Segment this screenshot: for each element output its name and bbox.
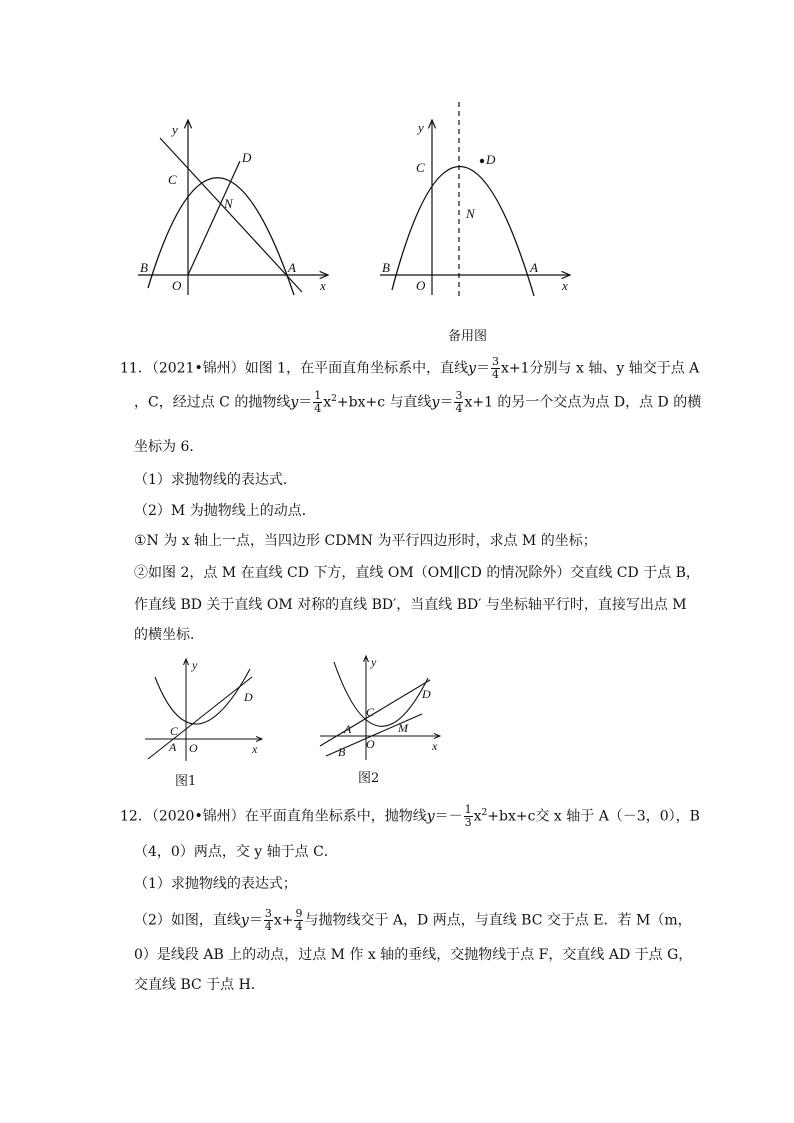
label-a: A xyxy=(169,740,177,754)
p11-q2-2a: ②如图 2，点 M 在直线 CD 下方，直线 OM（OM∥CD 的情况除外）交直线 CD 于点 B， xyxy=(134,565,700,581)
label-d: D xyxy=(244,690,253,704)
p12-eq: ＝ xyxy=(248,912,263,929)
frac-num: 3 xyxy=(455,389,463,403)
p12-q2-mid: x+ xyxy=(273,912,294,929)
label-d: D xyxy=(242,150,252,165)
p11-sup: 2 xyxy=(331,394,337,404)
frac-num: 3 xyxy=(264,907,272,920)
label-y: y xyxy=(172,122,178,137)
p11-eq: ＝ xyxy=(439,394,454,411)
frac-den: 4 xyxy=(314,402,322,416)
figure-2-caption: 图2 xyxy=(358,771,380,786)
p12-line1 xyxy=(120,804,700,829)
p12-fraction xyxy=(464,804,473,829)
label-m: M xyxy=(398,721,408,735)
p11-eq: ＝ xyxy=(298,394,313,411)
p12-q2 xyxy=(134,908,692,933)
p12-fraction-2 xyxy=(294,908,303,933)
label-c: C xyxy=(366,705,375,719)
p12-q2-line3: 交直线 BC 于点 H． xyxy=(134,977,265,993)
p12-q2-text-b: 与抛物线交于 A，D 两点，与直线 BC 交于点 E．若 M（m， xyxy=(304,912,692,929)
p11-q2-2c: 的横坐标． xyxy=(134,627,204,643)
point-d xyxy=(480,159,484,163)
figure-1 xyxy=(140,655,270,765)
p11-number: 11． xyxy=(120,360,152,377)
p11-y: y xyxy=(290,394,299,411)
figure-caption-spare: 备用图 xyxy=(448,329,488,344)
frac-den: 4 xyxy=(295,920,303,933)
p11-text: 与直线 xyxy=(389,394,432,411)
label-y: y xyxy=(371,655,377,669)
label-c: C xyxy=(168,172,177,187)
frac-den: 4 xyxy=(264,920,272,933)
line-cd xyxy=(148,677,252,759)
p12-sup: 2 xyxy=(481,808,488,818)
frac-num: 1 xyxy=(314,389,322,403)
label-o: O xyxy=(172,278,182,293)
p12-q1: （1）求抛物线的表达式； xyxy=(134,876,297,892)
p11-fraction xyxy=(454,390,463,415)
label-a: A xyxy=(288,260,296,275)
label-o: O xyxy=(189,741,198,755)
p11-x: x xyxy=(323,394,332,411)
frac-num: 9 xyxy=(295,907,303,920)
figure-2 xyxy=(316,652,446,764)
p11-q2: （2）M 为抛物线上的动点． xyxy=(134,503,316,519)
label-o: O xyxy=(416,278,426,293)
frac-den: 3 xyxy=(464,816,472,830)
parabola xyxy=(334,662,428,726)
line-ca xyxy=(160,138,302,292)
p11-tail: +bx+c xyxy=(336,394,386,411)
p12-y: y xyxy=(426,808,435,825)
label-n: N xyxy=(224,196,233,211)
figure-top-left xyxy=(130,110,350,300)
p11-line2 xyxy=(134,390,701,415)
p11-fraction xyxy=(491,356,500,381)
p11-text-b: 分别与 x 轴、y 轴交于点 A xyxy=(529,360,700,377)
label-x: x xyxy=(562,278,568,293)
p12-source: （2020•锦州） xyxy=(151,808,245,825)
label-b: B xyxy=(382,260,390,275)
frac-num: 1 xyxy=(464,803,472,817)
p11-eq-tail: x+1 xyxy=(501,360,530,377)
p11-y: y xyxy=(431,394,440,411)
label-y: y xyxy=(192,658,198,672)
parabola xyxy=(148,178,294,295)
label-n: N xyxy=(466,206,475,221)
frac-den: 4 xyxy=(492,368,499,381)
p11-fraction xyxy=(313,390,322,415)
label-y: y xyxy=(418,120,424,135)
p12-text: 在平面直角坐标系中，抛物线 xyxy=(244,808,427,825)
p12-line2: （4，0）两点，交 y 轴于点 C． xyxy=(134,844,338,860)
label-c: C xyxy=(416,160,425,175)
p12-tail: +bx+c xyxy=(487,808,536,825)
p11-line1 xyxy=(120,356,699,381)
label-a: A xyxy=(530,260,538,275)
p11-line3: 坐标为 6． xyxy=(134,439,204,455)
figure-top-right xyxy=(372,100,582,300)
p11-text: 如图 1，在平面直角坐标系中，直线 xyxy=(244,360,469,377)
figure-1-caption: 图1 xyxy=(175,774,197,789)
label-a: A xyxy=(344,722,352,736)
p11-text: ，C，经过点 C 的抛物线 xyxy=(134,394,291,411)
p12-text-b: 交 x 轴于 A（－3，0），B xyxy=(535,808,700,825)
label-b: B xyxy=(140,260,148,275)
p12-fraction-1 xyxy=(264,908,273,933)
p11-y: y xyxy=(468,360,476,377)
frac-den: 4 xyxy=(455,402,463,416)
label-o: O xyxy=(366,737,375,751)
p11-q2-2b: 作直线 BD 关于直线 OM 对称的直线 BD′，当直线 BD′ 与坐标轴平行时，直接写出点 M xyxy=(134,597,687,613)
p11-text: x+1 的另一个交点为点 D，点 D 的横 xyxy=(464,394,702,411)
p12-neg: － xyxy=(448,808,463,825)
p12-eq: ＝ xyxy=(434,808,449,825)
label-d: D xyxy=(422,687,431,701)
p12-number: 12． xyxy=(120,808,152,825)
label-d: D xyxy=(486,152,496,167)
label-b: B xyxy=(338,745,346,759)
p12-y: y xyxy=(240,912,249,929)
label-x: x xyxy=(320,278,326,293)
frac-num: 3 xyxy=(492,355,499,368)
label-x: x xyxy=(432,739,438,753)
p11-q2-1: ①N 为 x 轴上一点，当四边形 CDMN 为平行四边形时，求点 M 的坐标； xyxy=(134,533,597,549)
parabola xyxy=(392,166,534,296)
p12-q2-line2: 0）是线段 AB 上的动点，过点 M 作 x 轴的垂线，交抛物线于点 F，交直线 AD 于点 G， xyxy=(134,947,693,963)
p12-x: x xyxy=(473,808,482,825)
label-c: C xyxy=(170,724,179,738)
p12-q2-text: （2）如图，直线 xyxy=(134,912,241,929)
p11-source: （2021•锦州） xyxy=(151,360,245,377)
p11-q1: （1）求抛物线的表达式． xyxy=(134,472,297,488)
label-x: x xyxy=(252,742,258,756)
p11-eq: ＝ xyxy=(476,360,490,377)
